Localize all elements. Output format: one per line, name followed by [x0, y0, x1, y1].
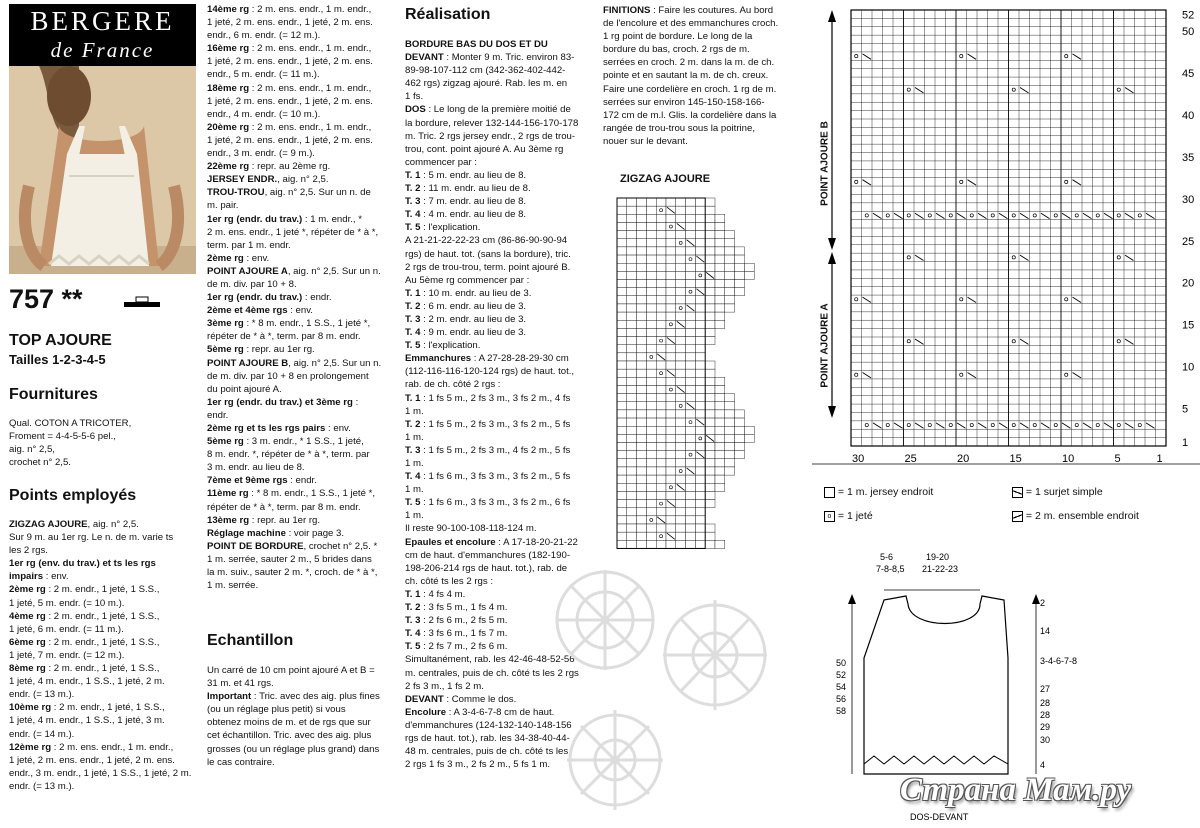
realisation-line: Au 5ème rg commencer par :	[405, 274, 530, 286]
realisation-line: 1 m.	[405, 431, 424, 443]
echantillon-line: Important : Tric. avec des aig. plus fines	[207, 691, 380, 703]
points-cont-line: 18ème rg : 2 m. ens. endr., 1 m. endr.,	[207, 82, 372, 94]
realisation-line: d'emmanchures (124-132-140-148-156	[405, 719, 572, 731]
zigzag-title: ZIGZAG AJOURE	[620, 173, 711, 185]
realisation-line: commencer par :	[405, 156, 477, 168]
points-cont-line: TROU-TROU, aig. n° 2,5. Sur un n. de	[207, 187, 371, 199]
points-cont-line: Réglage machine : voir page 3.	[207, 527, 345, 539]
legend-surjet	[1012, 486, 1103, 498]
schematic-top-label: 7-8-8,5	[876, 564, 905, 574]
points-cont-line: POINT DE BORDURE, crochet n° 2,5. *	[207, 540, 378, 552]
points-line: 8ème rg : 2 m. endr., 1 jeté, 1 S.S.,	[9, 663, 160, 675]
realisation-line: 462 rgs) zigzag ajouré. Rab. les m. en	[405, 78, 568, 90]
points-cont-line: term. par 1 m. endr.	[207, 239, 291, 251]
realisation-line: T. 4 : 4 m. endr. au lieu de 8.	[405, 209, 527, 221]
points-cont-line: 3ème rg : * 8 m. endr., 1 S.S., 1 jeté *,	[207, 318, 371, 330]
realisation-line: T. 1 : 1 fs 5 m., 2 fs 3 m., 3 fs 2 m., 4 fs	[405, 392, 571, 404]
points-line: 1er rg (env. du trav.) et ts les rgs	[9, 558, 156, 570]
points-cont-line: 22ème rg : repr. au 2ème rg.	[207, 161, 331, 173]
fournitures-list	[9, 417, 199, 469]
realisation-line: T. 4 : 1 fs 6 m., 3 fs 3 m., 3 fs 2 m., 5 fs	[405, 471, 571, 483]
schematic-right-label: 28	[1040, 698, 1051, 708]
realisation-line: 2 rgs de trou-trou, term. point ajouré B.	[405, 261, 571, 273]
legend-jete-label: = 1 jeté	[837, 510, 873, 522]
echantillon-heading: Echantillon	[207, 632, 294, 649]
label-ajoure-b: POINT AJOURE B	[819, 121, 831, 206]
realisation-line: T. 1 : 10 m. endr. au lieu de 3.	[405, 287, 532, 299]
model-number: 757 **	[9, 284, 83, 314]
points-cont-line: m. pair.	[207, 200, 239, 212]
row-label: 40	[1182, 110, 1195, 122]
jete-icon: o	[824, 511, 835, 522]
realisation-line: T. 5 : l'explication.	[405, 222, 481, 234]
schematic-top-label: 19-20	[926, 552, 950, 562]
points-cont-line: endr., 6 m. endr. (= 12 m.).	[207, 30, 321, 42]
points-cont-line: de m. div. par 10 + 8 en prolongement	[207, 370, 369, 382]
points-cont-line: endr.	[207, 409, 229, 421]
finitions-line: nouer sur le devant.	[603, 135, 688, 147]
legend-ensemble	[1012, 510, 1139, 522]
row-label: 5	[1182, 403, 1189, 416]
realisation-line: T. 4 : 9 m. endr. au lieu de 3.	[405, 327, 527, 339]
points-cont-line: 1 jeté, 2 m. ens. endr., 1 jeté, 2 m. ens.	[207, 95, 373, 107]
realisation-line: m. centrales, puis de ch. côté ts les 2 rgs	[405, 667, 579, 679]
points-cont-line: 1er rg (endr. du trav.) : 1 m. endr., *	[207, 213, 362, 225]
points-cont-line: 8 m. endr. *, répéter de * à *, term. par	[207, 449, 370, 461]
echantillon-line: le cas contraire.	[207, 756, 275, 768]
points-line: endr. (= 13 m.).	[9, 689, 75, 701]
finitions-line: 1 rg point de bordure. Le long de la	[603, 31, 753, 43]
schematic-top-label: 5-6	[880, 552, 894, 562]
echantillon-line: Un carré de 10 cm point ajouré A et B =	[207, 665, 375, 676]
legend	[824, 486, 1184, 530]
points-cont-line: 3 m. endr. au lieu de 8.	[207, 462, 305, 474]
row-label: 1	[1182, 437, 1189, 449]
row-label: 25	[1182, 235, 1195, 248]
points-cont-line: répéter de * à *, term. par 8 m. endr.	[207, 501, 361, 513]
points-line: 4ème rg : 2 m. endr., 1 jeté, 1 S.S.,	[9, 610, 160, 622]
points-cont-line: 16ème rg : 2 m. ens. endr., 1 m. endr.,	[207, 43, 372, 55]
schematic-left-label: 54	[836, 682, 847, 692]
realisation-line: m. Tric. 2 rgs jersey endr., 2 rgs de trou-	[405, 130, 576, 142]
schematic-right-label: 27	[1040, 684, 1051, 694]
row-label: 50	[1182, 26, 1195, 39]
points-cont-line: 20ème rg : 2 m. ens. endr., 1 m. endr.,	[207, 121, 372, 133]
col-label: 10	[1062, 453, 1075, 465]
realisation-heading: Réalisation	[405, 6, 491, 23]
fourniture-line: crochet n° 2,5.	[9, 457, 71, 469]
points-cont-line: 1 jeté, 2 m. ens. endr., 1 jeté, 2 m. ens.	[207, 17, 373, 29]
points-cont-line: 11ème rg : * 8 m. endr., 1 S.S., 1 jeté *,	[207, 488, 375, 500]
col-label: 25	[904, 453, 917, 465]
points-cont-line: 2ème et 4ème rgs : env.	[207, 305, 313, 317]
empty-square-icon	[824, 487, 835, 498]
row-label: 45	[1182, 68, 1195, 81]
realisation-line: Emmanchures : A 27-28-28-29-30 cm	[405, 353, 569, 365]
legend-jersey-label: = 1 m. jersey endroit	[837, 486, 934, 498]
points-cont-line: endr., 5 m. endr. (= 11 m.).	[207, 69, 320, 81]
points-cont-line: 2 m. ens. endr., 1 jeté *, répéter de * à *,	[207, 226, 379, 238]
schematic-top-label: 21-22-23	[922, 564, 959, 574]
finitions-line: FINITIONS : Faire les coutures. Au bord	[603, 5, 774, 16]
points-line: 1 jeté, 7 m. endr. (= 12 m.).	[9, 649, 125, 661]
realisation-line: T. 3 : 2 m. endr. au lieu de 3.	[405, 313, 527, 325]
finitions-line: bordure du bas, croch. 2 rgs de m.	[603, 44, 750, 56]
schematic-bottom-label: DOS-DEVANT	[910, 812, 969, 822]
points-cont-line: 5ème rg : repr. au 1er rg.	[207, 344, 315, 356]
fourniture-line: aig. n° 2,5,	[9, 444, 55, 456]
finitions-line: rangée de trou-trou sous la poitrine,	[603, 122, 755, 134]
realisation-line: rgs) de haut. tot. (sans la bordure), tric.	[405, 248, 571, 260]
realisation-line: 1 m.	[405, 484, 424, 496]
points-cont-line: endr., 4 m. endr. (= 10 m.).	[207, 108, 321, 120]
finitions-line: 172 cm de m.l. Glis. la cordelière dans la	[603, 109, 777, 121]
realisation-line: T. 1 : 5 m. endr. au lieu de 8.	[405, 169, 527, 181]
points-cont-line: 2ème rg et ts les rgs pairs : env.	[207, 423, 351, 434]
finitions-line: de l'encolure et des emmanchures croch.	[603, 18, 779, 30]
col-label: 15	[1009, 453, 1022, 465]
fourniture-line: Qual. COTON A TRICOTER,	[9, 418, 132, 429]
realisation-line: (112-116-116-120-124 rgs) de haut. tot.,	[405, 366, 575, 378]
label-ajoure-a-wrap	[812, 262, 836, 432]
points-line: endr. (= 14 m.).	[9, 728, 75, 740]
realisation-line: rab. de ch. côté 2 rgs :	[405, 379, 501, 391]
finitions-line: Faire une cordelière en croch. 1 rg de m.	[603, 83, 777, 95]
logo-line1: BERGERE	[30, 6, 175, 36]
realisation-line: 1 fs.	[405, 91, 424, 103]
points-line: endr., 3 m. endr., 1 jeté, 1 S.S., 1 jeté, 2 m.	[9, 767, 192, 779]
schematic-right-label: 14	[1040, 626, 1051, 636]
realisation-line: ch. côté ts les 2 rgs :	[405, 575, 493, 587]
schematic-right-label: 3-4-6-7-8	[1040, 656, 1078, 666]
points-continued	[207, 3, 399, 592]
echantillon-line: cet échantillon. Tric. avec des aig. plus	[207, 730, 372, 742]
col-label: 1	[1156, 453, 1163, 465]
legend-jersey	[824, 486, 933, 498]
realisation-line: T. 2 : 11 m. endr. au lieu de 8.	[405, 183, 531, 195]
schematic-left-label: 58	[836, 706, 847, 716]
realisation-line: trou, cont. point ajouré A. Au 3ème rg	[405, 143, 564, 155]
points-cont-line: répéter de * à *, term. par 8 m. endr.	[207, 331, 361, 343]
points-cont-line: 7ème et 9ème rgs : endr.	[207, 475, 317, 487]
realisation-line: T. 3 : 2 fs 6 m., 2 fs 5 m.	[405, 615, 508, 627]
finitions-line: serrées sur environ 145-150-158-166-	[603, 96, 765, 108]
realisation-line: T. 3 : 7 m. endr. au lieu de 8.	[405, 196, 527, 208]
points-cont-line: 1 jeté, 2 m. ens. endr., 1 jeté, 2 m. ens.	[207, 134, 373, 146]
points-line: 1 jeté, 5 m. endr. (= 10 m.).	[9, 597, 125, 609]
schematic-right-label: 4	[1040, 760, 1046, 770]
schematic-right-label: 30	[1040, 735, 1051, 745]
points-cont-line: 1er rg (endr. du trav.) : endr.	[207, 292, 332, 304]
finitions-line: pointe et en sautant la m. de ch. creux.	[603, 70, 769, 82]
legend-surjet-label: = 1 surjet simple	[1025, 486, 1103, 498]
points-cont-line: 1 jeté, 2 m. ens. endr., 1 jeté, 2 m. ens.	[207, 56, 373, 68]
col-label: 30	[852, 453, 865, 465]
points-cont-line: la m. suiv., sauter 2 m. *, croch. de * à *,	[207, 567, 378, 579]
points-line: 2ème rg : 2 m. endr., 1 jeté, 1 S.S.,	[9, 584, 160, 596]
points-line: 1 jeté, 2 m. ens. endr., 1 jeté, 2 m. ens.	[9, 754, 175, 766]
ensemble-icon	[1012, 511, 1023, 522]
points-line: impairs : env.	[9, 571, 69, 583]
schematic-left-label: 56	[836, 694, 847, 704]
realisation-line: T. 4 : 3 fs 6 m., 1 fs 7 m.	[405, 628, 508, 640]
row-label: 35	[1182, 151, 1195, 164]
realisation-line: T. 2 : 6 m. endr. au lieu de 3.	[405, 300, 527, 312]
points-cont-line: du point ajouré A.	[207, 383, 282, 395]
col-label: 20	[957, 453, 970, 465]
knitting-machine-icon	[122, 296, 162, 310]
realisation-line: T. 3 : 1 fs 5 m., 2 fs 3 m., 4 fs 2 m., 5 fs	[405, 444, 571, 456]
schematic-right-label: 2	[1040, 598, 1046, 608]
realisation-line: T. 5 : l'explication.	[405, 340, 481, 352]
realisation-line: 1 m.	[405, 405, 424, 417]
points-heading: Points employés	[9, 487, 137, 504]
points-cont-line: 13ème rg : repr. au 1er rg.	[207, 514, 321, 526]
realisation-line: DEVANT : Comme le dos.	[405, 693, 517, 705]
points-list	[9, 518, 204, 793]
realisation-line: 89-98-107-112 cm (342-362-402-442-	[405, 65, 566, 77]
realisation-line: 2 fs 3 m., 1 fs 2 m.	[405, 680, 484, 692]
snowflake-decoration	[545, 560, 785, 820]
realisation-line: T. 5 : 2 fs 7 m., 2 fs 6 m.	[405, 641, 508, 653]
points-cont-line: 1er rg (endr. du trav.) et 3ème rg :	[207, 396, 359, 408]
surjet-icon	[1012, 487, 1023, 498]
finitions-text	[603, 4, 803, 148]
row-label: 30	[1182, 193, 1195, 206]
stitch-chart	[812, 0, 1200, 553]
schematic-right-label: 29	[1040, 722, 1051, 732]
echantillon-line: (ou un réglage plus petit) si vous	[207, 704, 346, 716]
echantillon-text	[207, 664, 399, 769]
points-cont-line: 1 m. serrée.	[207, 580, 259, 592]
finitions-line: serrées en croch. 2 m. dans la m. de ch.	[603, 57, 775, 69]
points-cont-line: 5ème rg : 3 m. endr., * 1 S.S., 1 jeté,	[207, 436, 364, 448]
realisation-line: rgs de haut. tot.), rab. les 34-38-40-44-	[405, 732, 570, 744]
realisation-line: Il reste 90-100-108-118-124 m.	[405, 523, 537, 535]
points-line: endr. (= 13 m.).	[9, 780, 75, 792]
points-line: 1 jeté, 4 m. endr., 1 S.S., 1 jeté, 2 m.	[9, 676, 165, 688]
realisation-line: DOS : Le long de la première moitié de	[405, 104, 571, 116]
row-label: 15	[1182, 319, 1195, 332]
realisation-line: A 21-21-22-22-23 cm (86-86-90-90-94	[405, 235, 568, 247]
echantillon-line: 31 m. et 41 rgs.	[207, 678, 274, 690]
realisation-line: 2 rgs 1 fs 3 m., 2 fs 2 m., 5 fs 1 m.	[405, 759, 551, 771]
row-label: 20	[1182, 277, 1195, 290]
realisation-line: BORDURE BAS DU DOS ET DU	[405, 39, 548, 50]
row-label: 10	[1182, 361, 1195, 374]
row-label: 52	[1182, 9, 1195, 22]
realisation-line: 1 m.	[405, 458, 424, 469]
realisation-line: Epaules et encolure : A 17-18-20-21-22	[405, 536, 578, 548]
label-ajoure-a: POINT AJOURE A	[819, 303, 831, 388]
points-line: Sur 9 m. au 1er rg. Le n. de m. varie ts	[9, 532, 174, 544]
legend-jete	[824, 510, 873, 522]
label-ajoure-b-wrap	[812, 80, 836, 250]
model-photo	[9, 66, 196, 274]
echantillon-line: obtenez moins de m. et de rgs que sur	[207, 717, 371, 729]
logo-line2: de France	[50, 38, 155, 62]
col-label: 5	[1114, 453, 1121, 465]
points-line: 10ème rg : 2 m. endr., 1 jeté, 1 S.S.,	[9, 702, 165, 714]
realisation-line: 198-206-214 rgs de haut. tot.), rab. de	[405, 562, 568, 574]
echantillon-line: grosses (ou un réglage plus grand) dans	[207, 743, 380, 755]
zigzag-chart	[614, 190, 774, 552]
points-cont-line: 2ème rg : env.	[207, 252, 270, 264]
realisation-line: la bordure, relever 132-144-156-170-178	[405, 117, 579, 129]
points-cont-line: 1 m. serrée, sauter 2 m., 5 brides dans	[207, 553, 372, 565]
realisation-line: T. 2 : 1 fs 5 m., 2 fs 3 m., 3 fs 2 m., 5 fs	[405, 418, 571, 430]
points-line: 6ème rg : 2 m. endr., 1 jeté, 1 S.S.,	[9, 636, 160, 648]
model-sizes: Tailles 1-2-3-4-5	[9, 352, 106, 367]
brand-logo	[9, 4, 196, 66]
realisation-line: T. 1 : 4 fs 4 m.	[405, 588, 466, 600]
realisation-line: DEVANT : Monter 9 m. Tric. environ 83-	[405, 52, 575, 64]
points-line: 12ème rg : 2 m. ens. endr., 1 m. endr.,	[9, 741, 174, 753]
watermark: Страна Мам.ру	[900, 772, 1132, 808]
points-cont-line: de m. div. par 10 + 8.	[207, 278, 297, 290]
realisation-line: Encolure : A 3-4-6-7-8 cm de haut.	[405, 706, 555, 718]
points-line: 1 jeté, 4 m. endr., 1 S.S., 1 jeté, 3 m.	[9, 715, 165, 727]
realisation-line: 48 m. centrales, puis de ch. côté ts les	[405, 746, 569, 758]
points-line: les 2 rgs.	[9, 545, 48, 557]
realisation-line: cm de haut. d'emmanchures (182-190-	[405, 549, 571, 561]
model-title: TOP AJOURE	[9, 332, 112, 349]
points-cont-line: 14ème rg : 2 m. ens. endr., 1 m. endr.,	[207, 4, 372, 15]
points-cont-line: endr., 3 m. endr. (= 9 m.).	[207, 148, 315, 160]
schematic-left-label: 50	[836, 658, 847, 668]
points-cont-line: POINT AJOURE B, aig. n° 2,5. Sur un n.	[207, 357, 382, 369]
realisation-line: T. 5 : 1 fs 6 m., 3 fs 3 m., 3 fs 2 m., 6 fs	[405, 497, 571, 509]
schematic-right-label: 28	[1040, 710, 1051, 720]
realisation-line: Simultanément, rab. les 42-46-48-52-56	[405, 654, 575, 666]
fournitures-heading: Fournitures	[9, 386, 98, 403]
fourniture-line: Froment = 4-4-5-5-6 pel.,	[9, 431, 116, 443]
model-title-block	[9, 332, 112, 367]
legend-ensemble-label: = 2 m. ensemble endroit	[1025, 510, 1139, 522]
points-cont-line: POINT AJOURE A, aig. n° 2,5. Sur un n.	[207, 265, 381, 277]
points-line: 1 jeté, 6 m. endr. (= 11 m.).	[9, 623, 124, 635]
realisation-line: T. 2 : 3 fs 5 m., 1 fs 4 m.	[405, 602, 508, 614]
schematic-left-label: 52	[836, 670, 847, 680]
points-line: ZIGZAG AJOURE, aig. n° 2,5.	[9, 519, 139, 530]
realisation-line: 1 m.	[405, 510, 424, 522]
points-cont-line: JERSEY ENDR., aig. n° 2,5.	[207, 174, 329, 186]
